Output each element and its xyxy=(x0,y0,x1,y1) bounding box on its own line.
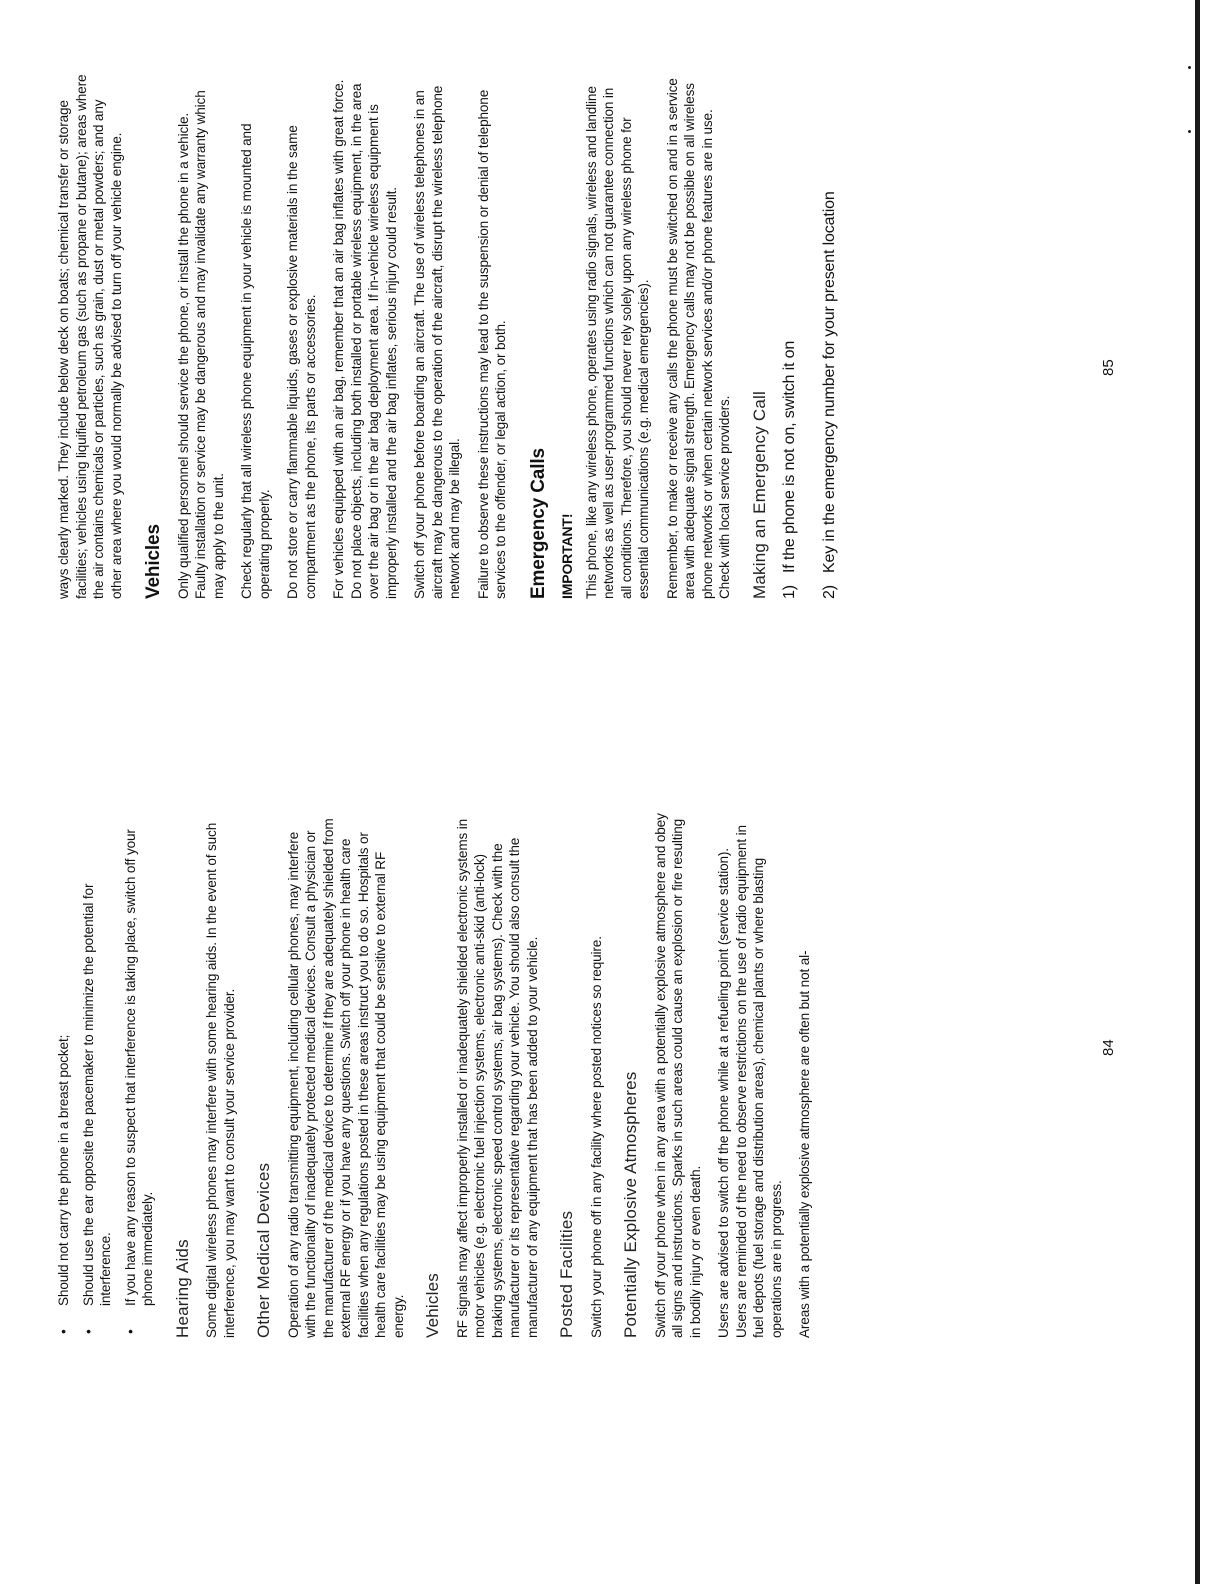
explosive-text-2: Users are advised to switch off the phone while at a refueling point (service station). Users are reminded of the need to observe restrictions on the use of radio equipment in fuel depots (fuel storage and distribution areas), chemical plants or where blasting operations are in progress. xyxy=(716,825,784,1338)
list-item: • Should not carry the phone in a breast pocket; xyxy=(56,1034,71,1334)
list-item: 1) If the phone is not on, switch it on xyxy=(781,340,798,599)
list-item: • If you have any reason to suspect that interference is taking place, switch off your phone immediately. xyxy=(122,829,155,1334)
page-number-left: 84 xyxy=(1100,1039,1117,1056)
left-page xyxy=(55,813,825,1338)
vehicles-rf-text: RF signals may affect improperly installed or inadequately shielded electronic systems in motor vehicles (e.g. electronic fuel injection systems, electronic anti-skid (anti-lock) braking systems, electronic speed control systems, air bag systems). Check with the manufacturer or its representative regarding your vehicle. You should also consult the manufacturer of any equipment that has been added to your vehicle. xyxy=(454,818,540,1338)
emergency-text-1: This phone, like any wireless phone, operates using radio signals, wireless and landline networks as well as user-programmed functions which can not guarantee connection in all conditions. Therefore, you should never rely solely upon any wireless phone for essential communications (e.g. medical emergencies). xyxy=(583,86,651,599)
vehicles-text-5: Switch off your phone before boarding an aircraft. The use of wireless telephones in an aircraft may be dangerous to the operation of the aircraft, disrupt the wireless telephone network and may be illegal. xyxy=(412,85,462,599)
pacemaker-bullet-list xyxy=(55,813,157,1338)
continuation-text: ways clearly marked. They include below deck on boats; chemical transfer or storage facilities; vehicles using liquified petroleum gas (such as propane or butane); areas where the air contains chemicals or particles, such as grain, dust or metal powders; and any other area where you would normally be advised to turn off your vehicle engine. xyxy=(56,74,124,599)
other-medical-text: Operation of any radio transmitting equipment, including cellular phones, may interfere with the functionality of inadequately protected medical devices. Consult a physician or the manufacturer of the medical device to determine if they are adequately shielded from external RF energy or if you have any questions. Switch off your phone in health care facilities when any regulations posted in these areas instruct you to do so. Hospitals or health care facilities may be using equipment that could be sensitive to external RF energy. xyxy=(285,818,406,1338)
page-number-right: 85 xyxy=(1100,359,1117,376)
emergency-text-2: Remember, to make or receive any calls the phone must be switched on and in a service area with adequate signal strength. Emergency calls may not be possible on all wireless phone networks or when certain network services and/or phone features are in use. Check with local service providers. xyxy=(664,78,732,599)
emergency-steps-list xyxy=(780,74,840,599)
posted-facilities-text: Switch your phone off in any facility where posted notices so require. xyxy=(588,936,604,1338)
vehicles-text-3: Do not store or carry flammable liquids, gases or explosive materials in the same compartment as the phone, its parts or accessories. xyxy=(285,125,318,599)
binding-edge-line xyxy=(1195,0,1200,1584)
hearing-aids-text: Some digital wireless phones may interfere with some hearing aids. In the event of such interference, you may want to consult your service provider. xyxy=(204,822,237,1338)
list-item: 2) Key in the emergency number for your present location xyxy=(821,191,838,599)
scan-speck xyxy=(1188,66,1191,69)
bullet-icon: • xyxy=(56,1329,71,1334)
section-heading-making-emergency-call: Making an Emergency Call xyxy=(749,391,769,599)
section-heading-vehicles-right: Vehicles xyxy=(143,524,164,599)
vehicles-text-2: Check regularly that all wireless phone equipment in your vehicle is mounted and operating properly. xyxy=(239,123,272,599)
list-item: • Should use the ear opposite the pacemaker to minimize the potential for interference. xyxy=(80,883,113,1334)
important-label: IMPORTANT! xyxy=(559,513,575,599)
section-heading-vehicles: Vehicles xyxy=(423,1273,442,1338)
scan-speck xyxy=(1188,130,1191,133)
section-heading-hearing-aids: Hearing Aids xyxy=(172,1239,192,1338)
section-heading-other-medical: Other Medical Devices xyxy=(254,1162,273,1338)
bullet-icon: • xyxy=(80,1329,96,1334)
section-heading-explosive: Potentially Explosive Atmospheres xyxy=(621,1071,640,1338)
explosive-text-1: Switch off your phone when in any area with a potentially explosive atmosphere and obey all signs and instructions. Sparks in such areas could cause an explosion or fire resulting in bodily injury or even death. xyxy=(652,813,703,1338)
bullet-icon: • xyxy=(122,1329,138,1334)
vehicles-text-6: Failure to observe these instructions may lead to the suspension or denial of telephone services to the offender, or legal action, or both. xyxy=(475,89,508,599)
section-heading-posted-facilities: Posted Facilities xyxy=(557,1210,576,1338)
section-heading-emergency-calls: Emergency Calls xyxy=(527,448,549,599)
right-page xyxy=(55,74,860,599)
vehicles-text-1: Only qualified personnel should service the phone, or install the phone in a vehicle. Faulty installation or service may be dangerous and may invalidate any warranty which may apply to the unit. xyxy=(175,90,226,599)
vehicles-text-4: For vehicles equipped with an air bag, remember that an air bag inflates with great force. Do not place objects, including both installed or portable wireless equipment, in the area over the air bag or in the air bag deployment area. If in-vehicle wireless equipment is improperly installed and the air bag inflates, serious injury could result. xyxy=(331,79,399,599)
explosive-text-3: Areas with a potentially explosive atmosphere are often but not al- xyxy=(797,950,812,1338)
